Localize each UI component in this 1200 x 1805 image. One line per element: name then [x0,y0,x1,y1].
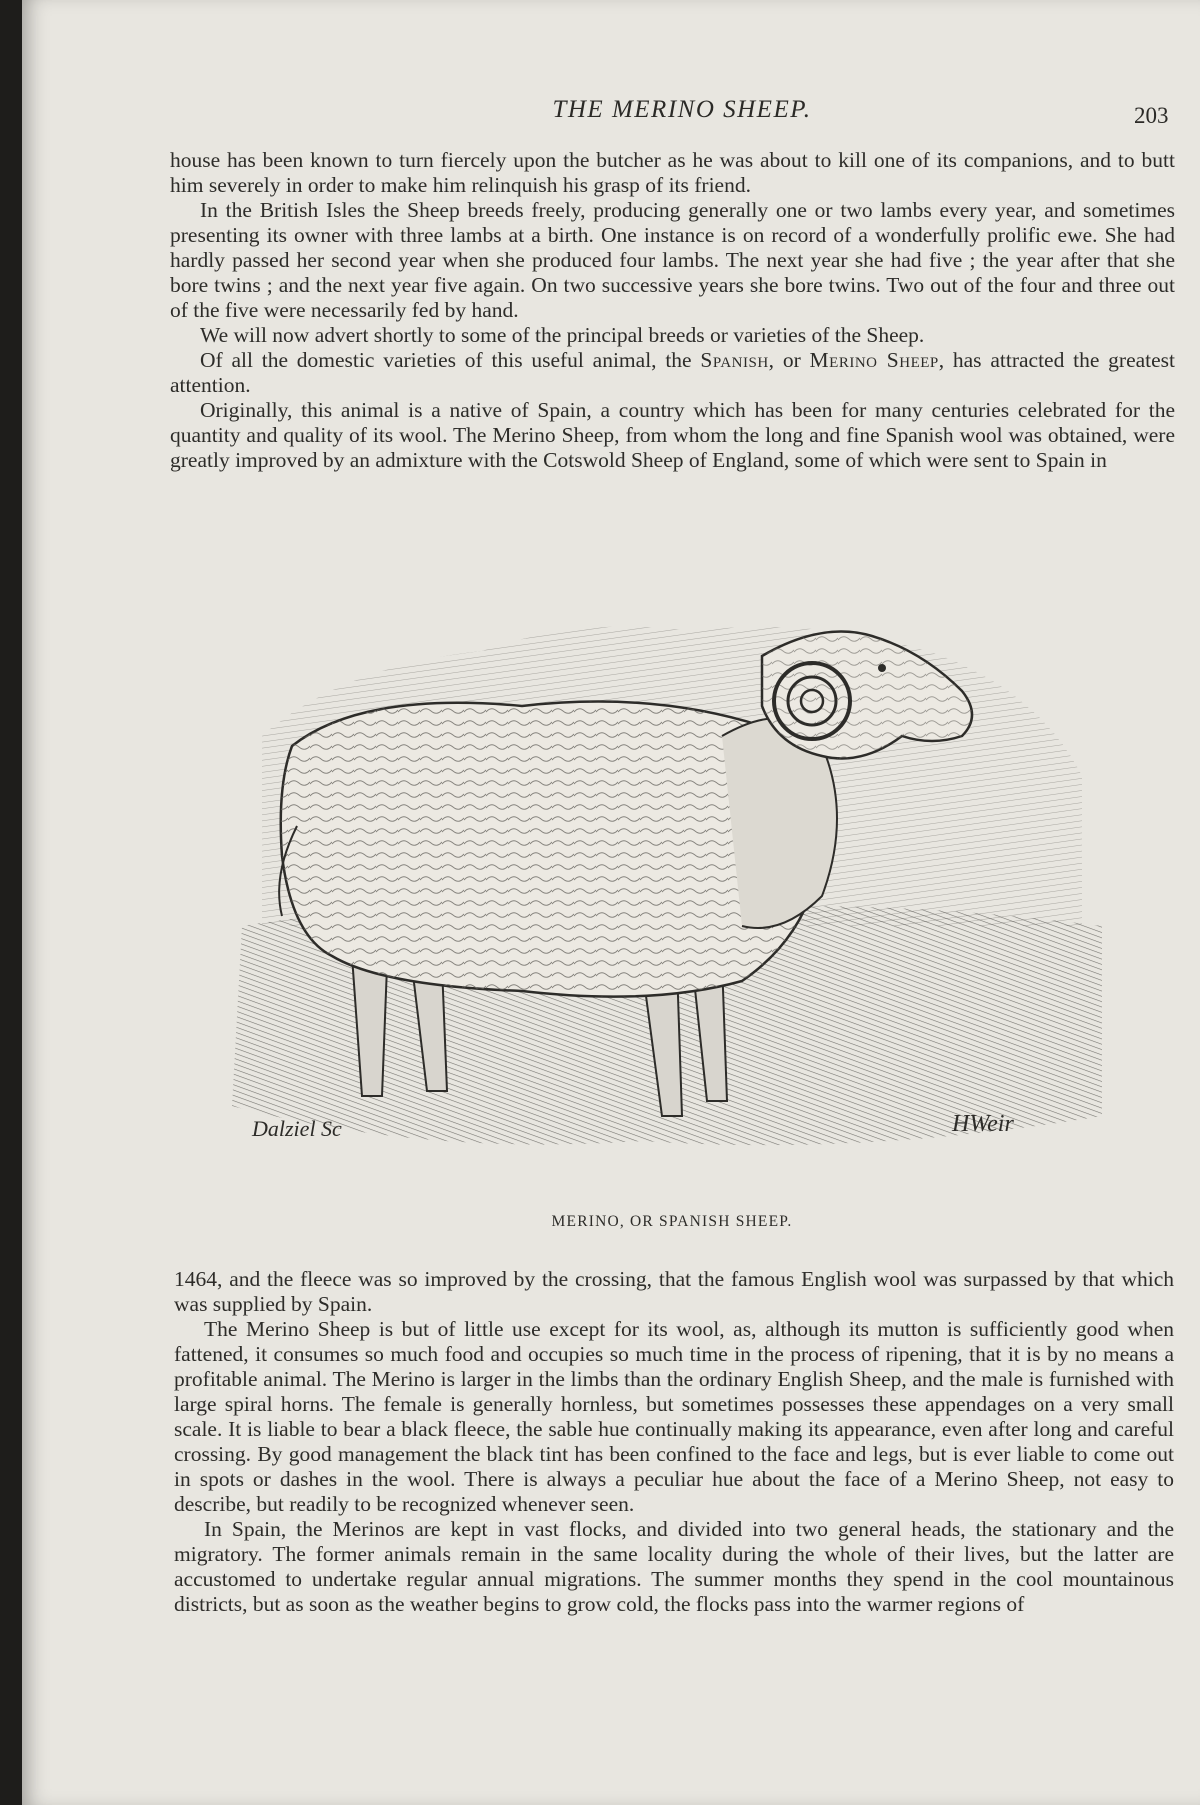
breed-name-spanish: Spanish [700,348,769,372]
paragraph-4-after: , has attracted the greatest attention. [170,348,1176,397]
paragraph-3: We will now advert shortly to some of the principal breeds or varieties of the Sheep. [200,323,925,347]
paragraph-4-middle: , or [768,348,801,372]
paragraph-8: In Spain, the Merinos are kept in vast flocks, and divided into two general heads, the stationary and the migratory. The former animals remain in the same locality during the whole of their lives, but the latter are accustomed to undertake regular annual migrations. The summer months they spend in the cool mountainous districts, but as soon as the weather begins to grow cold, the flocks pass into the warmer regions of [174,1517,1174,1616]
paragraph-4 [170,348,1175,398]
paragraph-5: Originally, this animal is a native of Spain, a country which has been for many centuries celebrated for the quantity and quality of its wool. The Merino Sheep, from whom the long and fine Spanish wool was obtained, were greatly improved by an admixture with the Cotswold Sheep of England, some of which were sent to Spain in [170,398,1175,472]
artist-signature: HWeir [952,1111,1014,1137]
paragraph-7: The Merino Sheep is but of little use except for its wool, as, although its mutton is sufficiently good when fattened, it consumes so much food and occupies so much time in the process of ripening, that it is by no means a profitable animal. The Merino is larger in the limbs than the ordinary English Sheep, and the male is furnished with large spiral horns. The female is generally hornless, but sometimes possesses these appendages on a very small scale. It is liable to bear a black fleece, the sable hue continually making its appearance, even after long and careful crossing. By good management the black tint has been confined to the face and legs, but is ever liable to come out in spots or dashes in the wool. There is always a peculiar hue about the face of a Merino Sheep, not easy to describe, but readily to be recognized whenever seen. [174,1317,1174,1516]
text-block-bottom [174,1267,1174,1617]
page-number: 203 [1134,103,1169,128]
book-page [22,0,1200,1805]
figure-caption: MERINO, OR SPANISH SHEEP. [551,1213,793,1230]
breed-name-merino: Merino Sheep [809,348,939,372]
engraver-signature: Dalziel Sc [252,1116,342,1141]
paragraph-4-before: Of all the domestic varieties of this useful animal, the [200,348,692,372]
text-block-top [170,148,1175,473]
ram-illustration [222,596,1122,1196]
running-title: THE MERINO SHEEP. [552,96,812,123]
paragraph-1: house has been known to turn fiercely upon the butcher as he was about to kill one of its companions, and to butt him severely in order to make him relinquish his grasp of its friend. [170,148,1175,197]
paragraph-2: In the British Isles the Sheep breeds freely, producing generally one or two lambs every year, and sometimes presenting its owner with three lambs at a birth. One instance is on record of a wonderfully prolific ewe. She had hardly passed her second year when she produced four lambs. The next year she had five ; the year after that she bore twins ; and the next year five again. On two successive years she bore twins. Two out of the four and three out of the five were necessarily fed by hand. [170,198,1175,322]
paragraph-6: 1464, and the fleece was so improved by the crossing, that the famous English wool was surpassed by that which was supplied by Spain. [174,1267,1174,1316]
